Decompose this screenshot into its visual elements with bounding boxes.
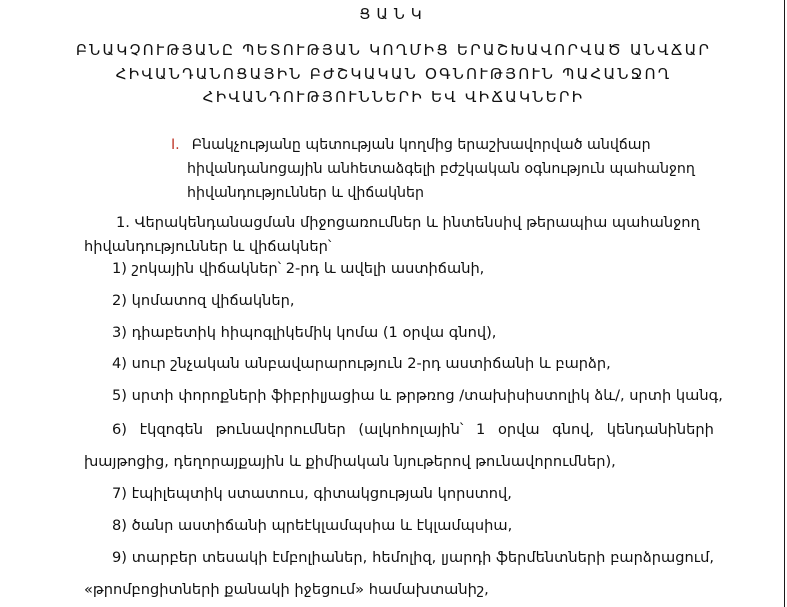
subitem-9-line-1 (112, 547, 714, 569)
item-1-line-2: հիվանդություններ և վիճակներ՝ (84, 238, 332, 255)
subitem-9-word: հեմոլիզ, (372, 549, 437, 566)
subitem-6-word: (ալկոհոլային՝ (358, 421, 464, 438)
subitem-7: 7) էպիլեպտիկ ստատուս, գիտակցության կորստով, (112, 485, 512, 502)
subitem-6-line-1 (112, 419, 714, 441)
subitem-9-word: տեսակի (202, 549, 268, 566)
subitem-6-word: կենդանիների (606, 421, 714, 438)
heading-line-1: ԲՆԱԿՉՈՒԹՅԱՆԸ ՊԵՏՈՒԹՅԱՆ ԿՈՂՄԻՑ ԵՐԱՇԽԱՎՈՐՎԱԾ ԱՆՎՃԱՐ (75, 41, 712, 59)
subitem-9-word: բարձրացում, (610, 549, 714, 566)
subitem-9-word: տարբեր (131, 549, 198, 566)
section-number: I. (171, 137, 180, 153)
heading-line-3: ՀԻՎԱՆԴՈՒԹՅՈՒՆՆԵՐԻ ԵՎ ՎԻՃԱԿՆԵՐԻ (202, 88, 585, 106)
section-title-line-2: հիվանդանոցային անհետաձգելի բժշկական օգնություն պահանջող (187, 161, 695, 177)
subitem-8: 8) ծանր աստիճանի պրեէկլամպսիա և էկլամպսիա, (112, 517, 513, 534)
document-title: ՑԱՆԿ (359, 5, 428, 23)
subitem-9-word: ֆերմենտների (496, 549, 606, 566)
subitem-9-word: էմբոլիաներ, (272, 549, 368, 566)
item-1-line-1: 1. Վերակենդանացման միջոցառումներ և ինտենսիվ թերապիա պահանջող (116, 214, 700, 231)
section-title-line-1 (171, 133, 771, 157)
subitem-6-word: 1 (476, 421, 486, 438)
subitem-1: 1) շոկային վիճակներ՝ 2-րդ և ավելի աստիճանի, (112, 260, 485, 277)
subitem-2: 2) կոմատոզ վիճակներ, (112, 292, 295, 309)
subitem-6-word: գնով, (552, 421, 595, 438)
subitem-6-word: էկզոգեն (139, 421, 203, 438)
subitem-9-word: լյարդի (441, 549, 492, 566)
subitem-9-line-2: «թրոմբոցիտների քանակի իջեցում» համախտանիշ, (84, 581, 489, 598)
section-title-line-3: հիվանդություններ և վիճակներ (187, 185, 425, 201)
subitem-6-word: օրվա (497, 421, 540, 438)
subitem-4: 4) սուր շնչական անբավարարություն 2-րդ աստիճանի և բարձր, (112, 355, 611, 372)
subitem-9-word: 9) (112, 549, 127, 566)
heading-line-2: ՀԻՎԱՆԴԱՆՈՑԱՅԻՆ ԲԺՇԿԱԿԱՆ ՕԳՆՈՒԹՅՈՒՆ ՊԱՀԱՆՋՈՂ (115, 65, 672, 83)
subitem-6-word: թունավորումներ (215, 421, 346, 438)
subitem-3: 3) դիաբետիկ հիպոգլիկեմիկ կոմա (1 օրվա գնով), (112, 324, 497, 341)
subitem-5: 5) սրտի փորոքների ֆիբրիլյացիա և թրթռոց /տախիսիստոլիկ ձև/, սրտի կանգ, (112, 387, 723, 404)
section-title-text: Բնակչությանը պետության կողմից երաշխավորված անվճար (191, 137, 651, 153)
subitem-6-line-2: խայթոցից, դեղորայքային և քիմիական նյութերով թունավորումներ), (84, 453, 616, 470)
subitem-6-word: 6) (112, 421, 127, 438)
